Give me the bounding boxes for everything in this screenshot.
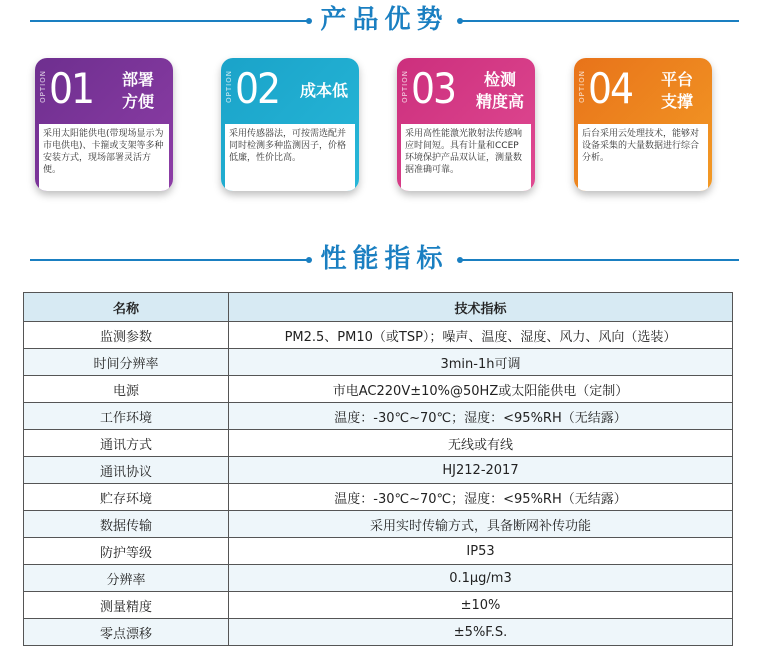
table-row	[24, 322, 733, 349]
divider-line	[459, 20, 739, 22]
divider-line	[30, 20, 310, 22]
spec-value-cell: PM2.5、PM10（或TSP）；噪声、温度、湿度、风力、风向（选装）	[229, 322, 733, 349]
card-number: 01	[49, 64, 94, 113]
spec-name-cell: 监测参数	[24, 322, 229, 349]
card-option-label: OPTION	[401, 70, 409, 103]
spec-name-cell: 贮存环境	[24, 484, 229, 511]
card-description: 后台采用云处理技术，能够对设备采集的大量数据进行综合分析。	[578, 124, 708, 191]
spec-value-cell: 市电AC220V±10%@50HZ或太阳能供电（定制）	[229, 376, 733, 403]
divider-line	[30, 259, 310, 261]
card-description: 采用太阳能供电(带现场显示为市电供电)、卡箍或支架等多种安装方式，现场部署灵活方便。	[39, 124, 169, 191]
spec-name-cell: 通讯方式	[24, 430, 229, 457]
divider-line	[459, 259, 739, 261]
card-option-label: OPTION	[578, 70, 586, 103]
table-row	[24, 430, 733, 457]
spec-value-cell: 温度：-30℃~70℃；湿度：<95%RH（无结露）	[229, 484, 733, 511]
card-title: 检测 精度高	[475, 70, 524, 111]
card-description: 采用高性能激光散射法传感响应时间短。具有计量和CCEP环境保护产品双认证，测量数据准确可靠。	[401, 124, 531, 191]
spec-value-cell: ±10%	[229, 592, 733, 619]
table-row	[24, 484, 733, 511]
spec-value-cell: 3min-1h可调	[229, 349, 733, 376]
table-header-row	[24, 293, 733, 322]
table-row	[24, 403, 733, 430]
card-header	[397, 58, 535, 124]
spec-value-cell: 采用实时传输方式，具备断网补传功能	[229, 511, 733, 538]
spec-name-cell: 数据传输	[24, 511, 229, 538]
table-row	[24, 592, 733, 619]
advantage-card	[574, 58, 712, 191]
card-header	[221, 58, 359, 124]
card-number: 02	[235, 64, 280, 113]
card-title: 平台 支撑	[660, 70, 693, 111]
card-description: 采用传感器法，可按需选配并同时检测多种监测因子，价格低廉，性价比高。	[225, 124, 355, 191]
spec-value-cell: IP53	[229, 538, 733, 565]
section-advantages-title: 产品优势	[312, 4, 456, 36]
card-option-label: OPTION	[39, 70, 47, 103]
advantage-card	[35, 58, 173, 191]
divider-dot	[306, 257, 312, 263]
table-row	[24, 619, 733, 646]
table-row	[24, 457, 733, 484]
table-row	[24, 376, 733, 403]
spec-name-cell: 电源	[24, 376, 229, 403]
section-specs-title: 性能指标	[312, 243, 456, 275]
spec-name-cell: 防护等级	[24, 538, 229, 565]
spec-value-cell: 无线或有线	[229, 430, 733, 457]
spec-value-cell: 0.1μg/m3	[229, 565, 733, 592]
spec-table	[23, 292, 733, 646]
spec-name-cell: 通讯协议	[24, 457, 229, 484]
spec-value-cell: ±5%F.S.	[229, 619, 733, 646]
spec-value-cell: HJ212-2017	[229, 457, 733, 484]
card-option-label: OPTION	[225, 70, 233, 103]
card-header	[35, 58, 173, 124]
card-header	[574, 58, 712, 124]
card-title: 部署 方便	[121, 70, 154, 111]
spec-name-cell: 分辨率	[24, 565, 229, 592]
table-row	[24, 565, 733, 592]
spec-name-cell: 时间分辨率	[24, 349, 229, 376]
table-row	[24, 511, 733, 538]
table-row	[24, 349, 733, 376]
card-number: 03	[411, 64, 456, 113]
spec-value-cell: 温度：-30℃~70℃；湿度：<95%RH（无结露）	[229, 403, 733, 430]
spec-name-cell: 零点漂移	[24, 619, 229, 646]
divider-dot	[306, 18, 312, 24]
section-advantages-header	[0, 4, 769, 36]
advantage-card	[221, 58, 359, 191]
card-number: 04	[588, 64, 633, 113]
header-name: 名称	[24, 293, 229, 322]
card-title: 成本低	[299, 81, 348, 100]
spec-name-cell: 工作环境	[24, 403, 229, 430]
table-row	[24, 538, 733, 565]
header-spec: 技术指标	[229, 293, 733, 322]
section-specs-header	[0, 243, 769, 275]
spec-name-cell: 测量精度	[24, 592, 229, 619]
advantage-card	[397, 58, 535, 191]
